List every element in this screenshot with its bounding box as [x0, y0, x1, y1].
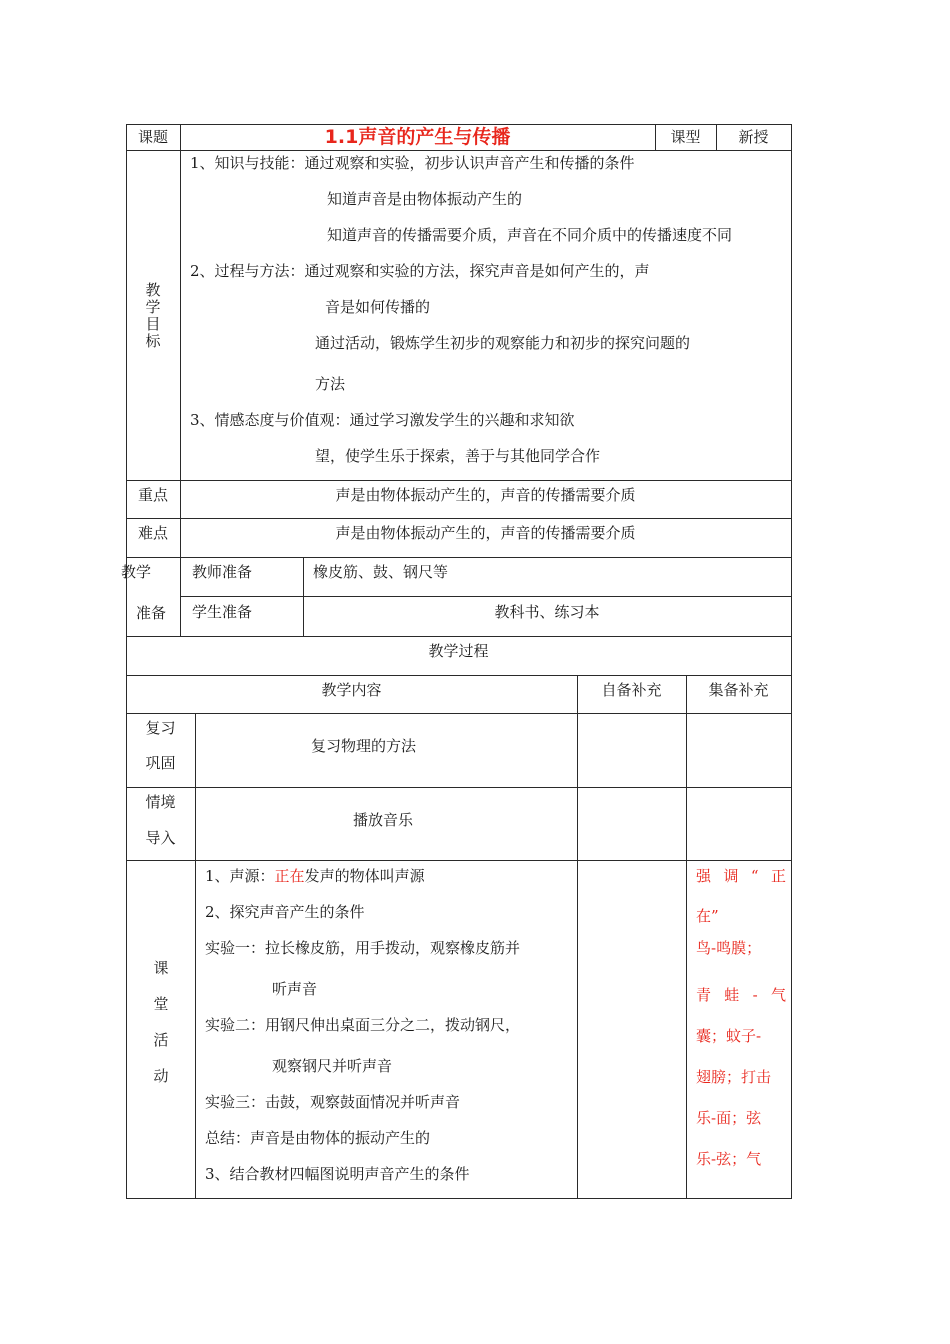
activity-label-char: 动 [153, 1067, 169, 1085]
objective-line: 望，使学生乐于探索，善于与其他同学合作 [315, 447, 601, 465]
objectives-label-char: 教 [145, 281, 161, 299]
objectives-label-char: 学 [145, 298, 161, 316]
topic-label: 课题 [137, 128, 168, 146]
difficulty-text: 声是由物体振动产生的，声音的传播需要介质 [335, 524, 636, 542]
col-content-header: 教学内容 [321, 681, 382, 699]
group-note: 在” [696, 907, 719, 925]
group-note: 囊；蚊子- [696, 1027, 762, 1045]
type-label: 课型 [670, 128, 701, 146]
objectives-label-char: 目 [145, 315, 161, 333]
intro-label: 情境 [145, 793, 176, 811]
type-value: 新授 [738, 128, 769, 146]
objective-line: 知道声音是由物体振动产生的 [327, 190, 523, 208]
objective-line: 2、过程与方法：通过观察和实验的方法，探究声音是如何产生的，声 [190, 262, 650, 280]
objective-line: 1、知识与技能：通过观察和实验，初步认识声音产生和传播的条件 [190, 154, 635, 172]
page-title: 1.1声音的产生与传播 [324, 126, 511, 148]
key-point-text: 声是由物体振动产生的，声音的传播需要介质 [335, 486, 636, 504]
prep-label-bottom: 准备 [136, 604, 167, 622]
activity-label-char: 活 [153, 1031, 169, 1049]
process-title: 教学过程 [428, 642, 489, 660]
group-note: 青蛙-气 [696, 986, 786, 1004]
teacher-prep-value: 橡皮筋、鼓、钢尺等 [313, 563, 449, 581]
activity-line: 1、声源：正在发声的物体叫声源 [205, 867, 425, 885]
activity-line: 实验一：拉长橡皮筋，用手拨动，观察橡皮筋并 [205, 939, 521, 957]
objective-line: 通过活动，锻炼学生初步的观察能力和初步的探究问题的 [315, 334, 691, 352]
teacher-prep-label: 教师准备 [192, 563, 253, 581]
group-note: 鸟-鸣膜； [696, 939, 762, 957]
group-note: 乐-弦；气 [696, 1150, 762, 1168]
activity-line: 2、探究声音产生的条件 [205, 903, 365, 921]
student-prep-value: 教科书、练习本 [494, 603, 600, 621]
group-note: 翅膀；打击 [696, 1068, 772, 1086]
activity-line: 实验二：用钢尺伸出桌面三分之二，拨动钢尺， [205, 1016, 521, 1034]
objective-line: 知道声音的传播需要介质，声音在不同介质中的传播速度不同 [327, 226, 733, 244]
student-prep-label: 学生准备 [192, 603, 253, 621]
activity-label-char: 课 [153, 959, 169, 977]
intro-label: 导入 [145, 829, 176, 847]
group-note: 强调“正 [696, 867, 786, 885]
key-point-label: 重点 [137, 486, 168, 504]
activity-line: 3、结合教材四幅图说明声音产生的条件 [205, 1165, 470, 1183]
objective-line: 方法 [315, 375, 346, 393]
difficulty-label: 难点 [137, 524, 168, 542]
activity-line: 总结：声音是由物体的振动产生的 [205, 1129, 431, 1147]
objective-line: 音是如何传播的 [325, 298, 431, 316]
objective-line: 3、情感态度与价值观：通过学习激发学生的兴趣和求知欲 [190, 411, 575, 429]
emphasis-text: 正在 [274, 867, 305, 885]
activity-line: 观察钢尺并听声音 [272, 1057, 393, 1075]
col-group-header: 集备补充 [708, 681, 769, 699]
activity-line: 听声音 [272, 980, 318, 998]
objectives-label-char: 标 [145, 332, 161, 350]
review-label: 复习 [145, 719, 176, 737]
activity-label-char: 堂 [153, 995, 169, 1013]
review-content: 复习物理的方法 [311, 737, 417, 755]
intro-content: 播放音乐 [353, 811, 414, 829]
group-note: 乐-面；弦 [696, 1109, 762, 1127]
col-self-header: 自备补充 [601, 681, 662, 699]
activity-line: 实验三：击鼓，观察鼓面情况并听声音 [205, 1093, 461, 1111]
review-label: 巩固 [145, 754, 176, 772]
prep-label-top: 教学 [121, 563, 152, 581]
